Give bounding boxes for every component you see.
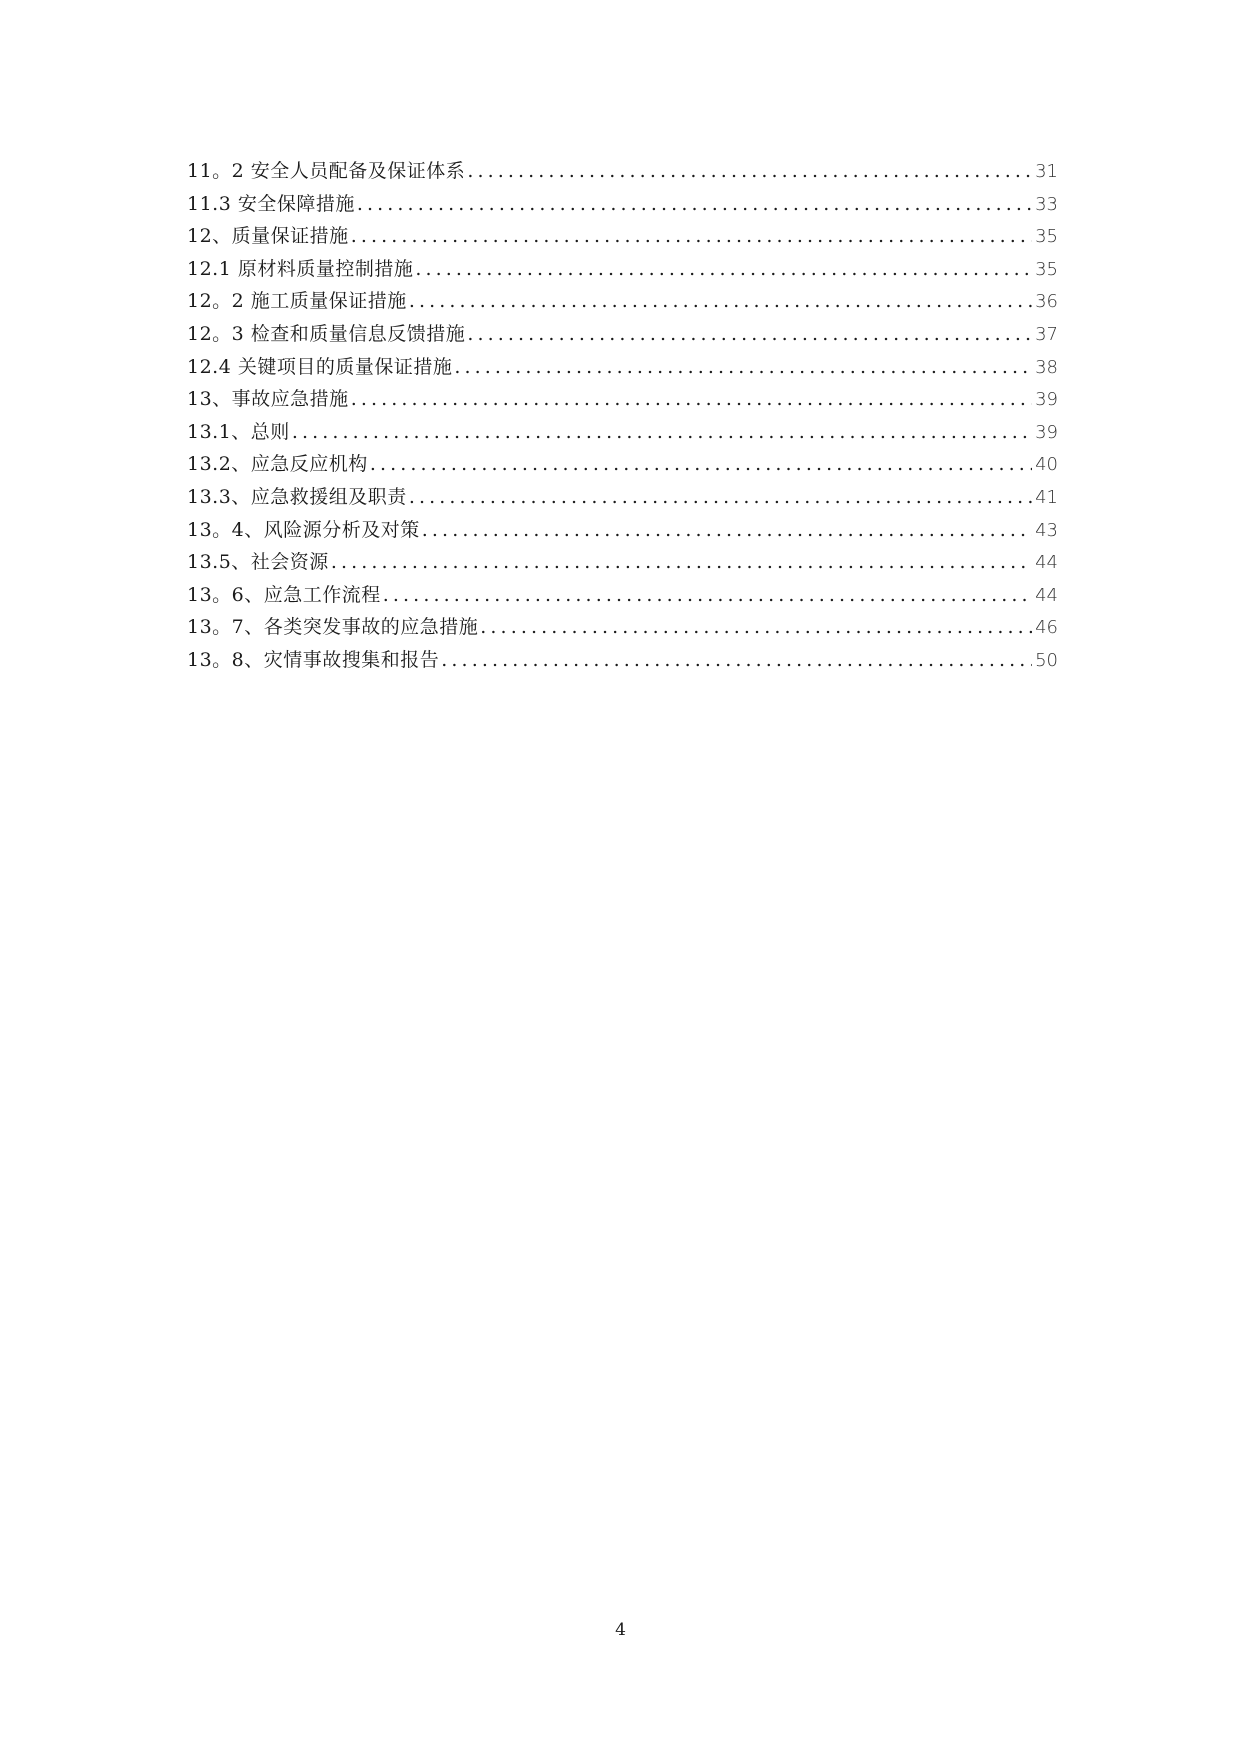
toc-entry-page: 41 (1035, 486, 1058, 508)
toc-entry-page: 36 (1035, 291, 1058, 313)
toc-entry-title: 13.5、社会资源 (187, 551, 329, 574)
toc-entry-title: 11。2 安全人员配备及保证体系 (187, 160, 466, 182)
table-of-contents (187, 155, 1058, 677)
toc-dot-leader (422, 514, 1032, 547)
toc-dot-leader (454, 351, 1032, 384)
toc-entry-title: 11.3 安全保障措施 (187, 192, 355, 215)
toc-entry-title: 12.4 关键项目的质量保证措施 (187, 355, 453, 378)
toc-entry[interactable] (187, 318, 1058, 351)
toc-entry[interactable] (187, 383, 1058, 416)
toc-entry[interactable] (187, 546, 1058, 579)
toc-entry[interactable] (187, 155, 1058, 188)
toc-entry-page: 39 (1035, 389, 1058, 411)
toc-dot-leader (480, 611, 1032, 644)
toc-entry-title: 13。6、应急工作流程 (187, 583, 381, 606)
toc-entry-title: 12。3 检查和质量信息反馈措施 (187, 322, 466, 345)
toc-dot-leader (292, 416, 1032, 449)
toc-dot-leader (467, 318, 1032, 351)
toc-entry[interactable] (187, 448, 1058, 481)
toc-entry[interactable] (187, 253, 1058, 286)
toc-entry-page: 50 (1035, 649, 1058, 671)
toc-dot-leader (441, 644, 1032, 677)
toc-entry-title: 13.2、应急反应机构 (187, 453, 368, 476)
toc-entry-page: 43 (1035, 519, 1058, 541)
toc-dot-leader (351, 220, 1032, 253)
toc-entry-title: 13。4、风险源分析及对策 (187, 518, 420, 541)
toc-entry-page: 38 (1035, 356, 1058, 378)
toc-entry-title: 12、质量保证措施 (187, 225, 349, 248)
toc-entry-title: 13。7、各类突发事故的应急措施 (187, 616, 479, 639)
toc-dot-leader (409, 285, 1032, 318)
toc-entry-title: 12.1 原材料质量控制措施 (187, 257, 414, 280)
toc-dot-leader (357, 188, 1032, 221)
toc-entry-title: 13、事故应急措施 (187, 388, 349, 411)
toc-entry-page: 40 (1035, 454, 1058, 476)
toc-entry-page: 46 (1035, 617, 1058, 639)
toc-entry-page: 31 (1035, 161, 1058, 182)
toc-entry[interactable] (187, 285, 1058, 318)
toc-entry[interactable] (187, 351, 1058, 384)
toc-entry-page: 39 (1035, 421, 1058, 443)
toc-entry[interactable] (187, 220, 1058, 253)
toc-entry-page: 35 (1035, 258, 1058, 280)
page-number: 4 (615, 1620, 626, 1640)
toc-entry[interactable] (187, 188, 1058, 221)
toc-entry-title: 13。8、灾情事故搜集和报告 (187, 648, 440, 671)
toc-entry[interactable] (187, 481, 1058, 514)
toc-entry[interactable] (187, 579, 1058, 612)
toc-entry-page: 33 (1035, 193, 1058, 215)
toc-entry[interactable] (187, 644, 1058, 677)
toc-entry-title: 13.3、应急救援组及职责 (187, 485, 407, 508)
toc-dot-leader (370, 448, 1032, 481)
toc-dot-leader (409, 481, 1032, 514)
toc-entry-page: 37 (1035, 323, 1058, 345)
toc-entry-page: 44 (1035, 584, 1058, 606)
toc-dot-leader (331, 546, 1032, 579)
toc-entry[interactable] (187, 514, 1058, 547)
toc-entry[interactable] (187, 416, 1058, 449)
toc-entry-page: 35 (1035, 226, 1058, 248)
toc-entry-title: 13.1、总则 (187, 420, 290, 443)
toc-dot-leader (351, 383, 1032, 416)
toc-dot-leader (415, 253, 1032, 286)
toc-dot-leader (383, 579, 1032, 612)
toc-dot-leader (467, 155, 1032, 188)
toc-entry-page: 44 (1035, 552, 1058, 574)
toc-entry[interactable] (187, 611, 1058, 644)
toc-entry-title: 12。2 施工质量保证措施 (187, 290, 407, 313)
